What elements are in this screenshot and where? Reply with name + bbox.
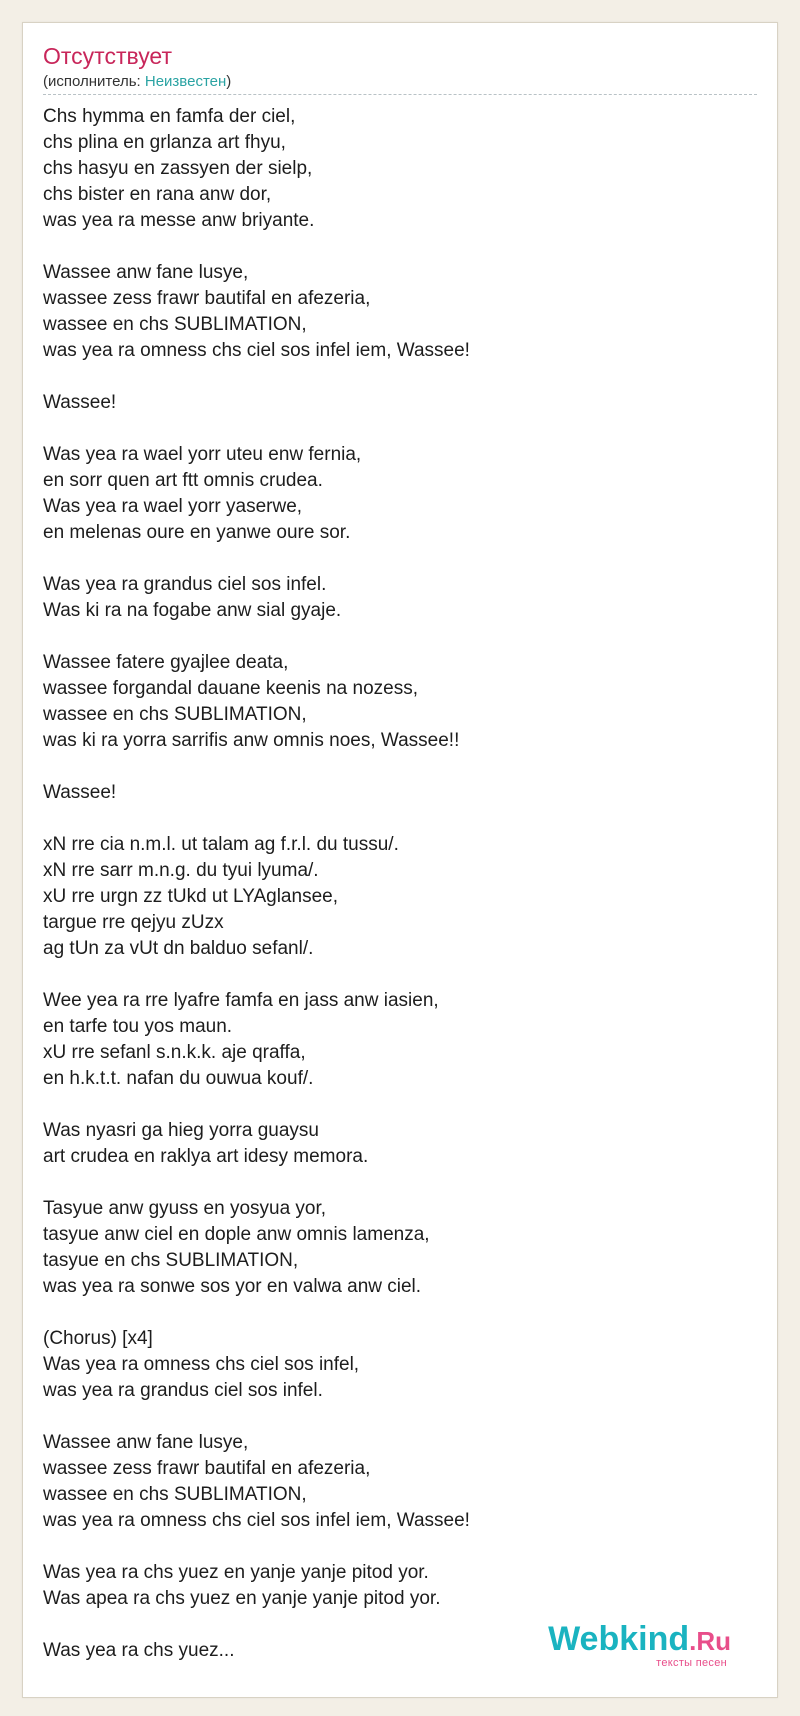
lyric-line: tasyue anw ciel en dople anw omnis lamenza, — [43, 1224, 430, 1245]
lyric-line: Was yea ra chs yuez en yanje yanje pitod yor. — [43, 1562, 429, 1583]
lyric-line: was yea ra messe anw briyante. — [43, 210, 315, 231]
lyric-line: Wassee anw fane lusye, — [43, 262, 249, 283]
lyric-line: targue rre qejyu zUzx — [43, 912, 224, 933]
lyric-line: was yea ra sonwe sos yor en valwa anw ciel. — [43, 1276, 422, 1297]
lyric-line: Was yea ra wael yorr yaserwe, — [43, 496, 303, 517]
artist-suffix: ) — [226, 73, 232, 90]
song-title: Отсутствует — [43, 43, 172, 69]
lyric-line: was yea ra omness chs ciel sos infel iem, Wassee! — [43, 1510, 470, 1531]
header-divider — [43, 94, 757, 95]
lyric-line: art crudea en raklya art idesy memora. — [43, 1146, 369, 1167]
logo-tagline: тексты песен — [656, 1657, 727, 1669]
logo-tld: .Ru — [689, 1626, 731, 1656]
site-logo[interactable] — [531, 1619, 731, 1675]
lyric-line: wassee zess frawr bautifal en afezeria, — [43, 288, 371, 309]
lyric-line: Was yea ra chs yuez... — [43, 1640, 235, 1661]
lyric-line: Was apea ra chs yuez en yanje yanje pitod yor. — [43, 1588, 441, 1609]
lyric-line: xU rre urgn zz tUkd ut LYAglansee, — [43, 886, 338, 907]
lyric-line: ag tUn za vUt dn balduo sefanl/. — [43, 938, 314, 959]
lyric-line — [43, 1092, 743, 1118]
lyric-line: chs hasyu en zassyen der sielp, — [43, 158, 313, 179]
lyric-line: Wassee! — [43, 782, 117, 803]
lyric-line: tasyue en chs SUBLIMATION, — [43, 1250, 299, 1271]
lyric-line: Wee yea ra rre lyafre famfa en jass anw iasien, — [43, 990, 439, 1011]
lyric-line: xU rre sefanl s.n.k.k. aje qraffa, — [43, 1042, 306, 1063]
lyric-line: wassee en chs SUBLIMATION, — [43, 314, 307, 335]
lyric-line: en tarfe tou yos maun. — [43, 1016, 233, 1037]
lyric-line: Wassee fatere gyajlee deata, — [43, 652, 289, 673]
lyric-line — [43, 1300, 743, 1326]
lyric-line — [43, 624, 743, 650]
lyric-line — [43, 416, 743, 442]
lyric-line — [43, 546, 743, 572]
lyric-line: chs bister en rana anw dor, — [43, 184, 272, 205]
lyric-line: en melenas oure en yanwe oure sor. — [43, 522, 351, 543]
artist-line — [43, 73, 231, 91]
lyric-line — [43, 754, 743, 780]
lyric-line — [43, 1534, 743, 1560]
lyric-line: wassee forgandal dauane keenis na nozess, — [43, 678, 418, 699]
lyric-line: en h.k.t.t. nafan du ouwua kouf/. — [43, 1068, 314, 1089]
lyric-line: Was yea ra wael yorr uteu enw fernia, — [43, 444, 362, 465]
lyric-line — [43, 1404, 743, 1430]
lyric-line: Wassee! — [43, 392, 117, 413]
lyric-line: wassee en chs SUBLIMATION, — [43, 704, 307, 725]
lyric-line — [43, 806, 743, 832]
lyric-line: (Chorus) [x4] — [43, 1328, 153, 1349]
lyric-line — [43, 1170, 743, 1196]
lyric-line — [43, 234, 743, 260]
lyric-line: Tasyue anw gyuss en yosyua yor, — [43, 1198, 327, 1219]
lyric-line: Chs hymma en famfa der ciel, — [43, 106, 296, 127]
lyric-line: chs plina en grlanza art fhyu, — [43, 132, 286, 153]
lyric-line: xN rre sarr m.n.g. du tyui lyuma/. — [43, 860, 319, 881]
lyrics-card — [22, 22, 778, 1698]
logo-wordmark — [548, 1619, 731, 1661]
lyric-line — [43, 962, 743, 988]
lyric-line: wassee en chs SUBLIMATION, — [43, 1484, 307, 1505]
lyric-line: xN rre cia n.m.l. ut talam ag f.r.l. du tussu/. — [43, 834, 399, 855]
artist-prefix: (исполнитель: — [43, 73, 145, 90]
artist-link[interactable]: Неизвестен — [144, 73, 227, 90]
lyric-line: Was ki ra na fogabe anw sial gyaje. — [43, 600, 342, 621]
lyric-line: Was yea ra omness chs ciel sos infel, — [43, 1354, 360, 1375]
lyric-line — [43, 364, 743, 390]
lyric-line: wassee zess frawr bautifal en afezeria, — [43, 1458, 371, 1479]
lyrics-text — [43, 104, 743, 1664]
lyric-line: Was yea ra grandus ciel sos infel. — [43, 574, 327, 595]
lyric-line: was ki ra yorra sarrifis anw omnis noes, Wassee!! — [43, 730, 460, 751]
lyric-line: Wassee anw fane lusye, — [43, 1432, 249, 1453]
lyric-line: was yea ra omness chs ciel sos infel iem, Wassee! — [43, 340, 470, 361]
lyric-line: was yea ra grandus ciel sos infel. — [43, 1380, 323, 1401]
logo-brand: Webkind — [548, 1620, 690, 1658]
lyric-line: Was nyasri ga hieg yorra guaysu — [43, 1120, 319, 1141]
lyric-line: en sorr quen art ftt omnis crudea. — [43, 470, 323, 491]
